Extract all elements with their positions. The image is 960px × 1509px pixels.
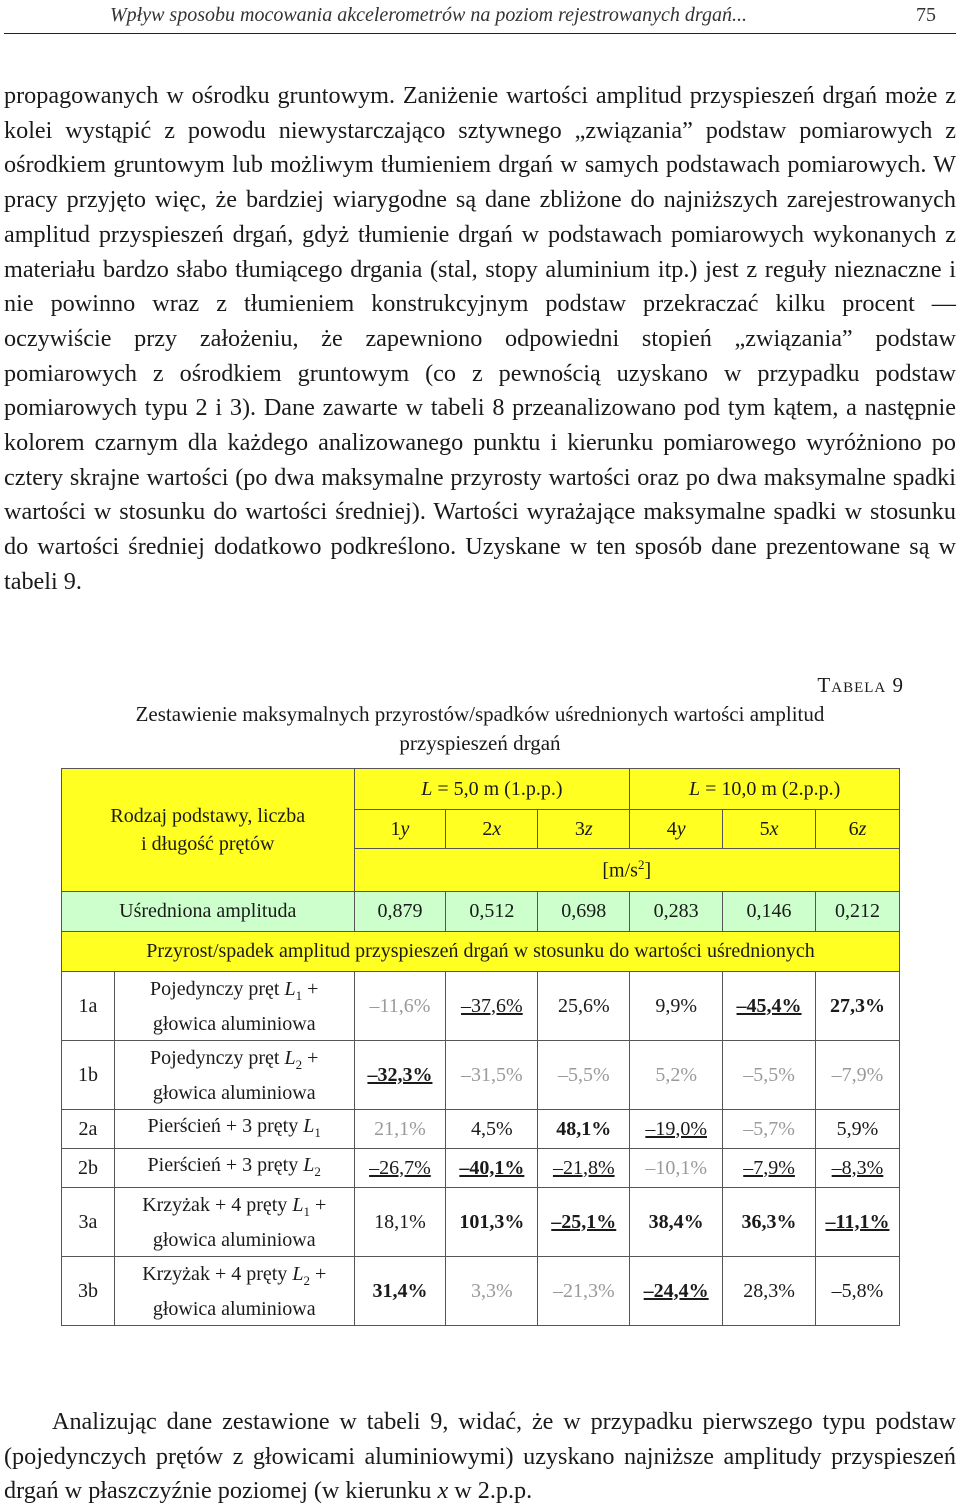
value-cell: 5,9% xyxy=(816,1110,900,1149)
results-table xyxy=(61,768,900,1326)
value-cell: –25,1% xyxy=(538,1188,630,1257)
avg-amplitude-value: 0,512 xyxy=(446,892,538,932)
table-caption-line2: przyspieszeń drgań xyxy=(399,731,561,755)
table-row xyxy=(62,1149,900,1188)
page-number: 75 xyxy=(916,4,936,26)
value-cell: 36,3% xyxy=(723,1188,816,1257)
corner-line1: Rodzaj podstawy, liczba xyxy=(110,805,306,827)
unit-cell: $[m/s^2]$ xyxy=(354,849,899,892)
direction-header: 6z xyxy=(816,810,900,849)
row-id: 2b xyxy=(62,1149,115,1188)
value-cell: –40,1% xyxy=(446,1149,538,1188)
table-row xyxy=(62,1041,900,1110)
value-cell: 101,3% xyxy=(446,1188,538,1257)
value-cell: 28,3% xyxy=(723,1257,816,1326)
table-row xyxy=(62,1257,900,1326)
group-header-2pp: L = 10,0 m (2.p.p.) xyxy=(630,769,900,810)
paragraph-analysis xyxy=(4,1405,956,1509)
avg-amplitude-label: Uśredniona amplituda xyxy=(62,892,355,932)
value-cell: 5,2% xyxy=(630,1041,723,1110)
value-cell: –24,4% xyxy=(630,1257,723,1326)
table-row xyxy=(62,1188,900,1257)
row-description: Krzyżak + 4 pręty $L_1$ + głowica aluminiowa xyxy=(114,1188,354,1257)
row-description: Pierścień + 3 pręty $L_1$ xyxy=(114,1110,354,1149)
value-cell: –7,9% xyxy=(723,1149,816,1188)
table-row xyxy=(62,1110,900,1149)
value-cell: –26,7% xyxy=(354,1149,446,1188)
corner-line2: i długość prętów xyxy=(141,833,275,855)
value-cell: 25,6% xyxy=(538,972,630,1041)
running-title: Wpływ sposobu mocowania akcelerometrów na poziom rejestrowanych drgań... xyxy=(110,4,747,26)
direction-header: 3z xyxy=(538,810,630,849)
row-id: 2a xyxy=(62,1110,115,1149)
group-header-1pp: L = 5,0 m (1.p.p.) xyxy=(354,769,630,810)
row-id: 1a xyxy=(62,972,115,1041)
value-cell: –32,3% xyxy=(354,1041,446,1110)
avg-amplitude-value: 0,283 xyxy=(630,892,723,932)
header-rule xyxy=(4,33,956,34)
value-cell: –31,5% xyxy=(446,1041,538,1110)
value-cell: 9,9% xyxy=(630,972,723,1041)
value-cell: –5,7% xyxy=(723,1110,816,1149)
value-cell: 31,4% xyxy=(354,1257,446,1326)
direction-header: 2x xyxy=(446,810,538,849)
value-cell: 48,1% xyxy=(538,1110,630,1149)
row-id: 1b xyxy=(62,1041,115,1110)
table-caption xyxy=(60,700,900,758)
value-cell: –21,3% xyxy=(538,1257,630,1326)
direction-header: 1y xyxy=(354,810,446,849)
value-cell: –10,1% xyxy=(630,1149,723,1188)
value-cell: –21,8% xyxy=(538,1149,630,1188)
value-cell: –11,6% xyxy=(354,972,446,1041)
paragraph-analysis-text: Analizując dane zestawione w tabeli 9, widać, że w przypadku pierwszego typu podstaw (pojedynczych prętów z głowicami aluminiowymi) uzyskano najniższe amplitudy przyspieszeń drgań w płaszczyźnie poziomej (w kierunku x w 2.p.p. xyxy=(4,1408,956,1505)
value-cell: –5,5% xyxy=(723,1041,816,1110)
value-cell: 38,4% xyxy=(630,1188,723,1257)
value-cell: 21,1% xyxy=(354,1110,446,1149)
value-cell: –5,5% xyxy=(538,1041,630,1110)
table-corner-header xyxy=(62,769,355,892)
row-description: Pojedynczy pręt $L_2$ + głowica aluminiowa xyxy=(114,1041,354,1110)
avg-amplitude-value: 0,212 xyxy=(816,892,900,932)
row-id: 3a xyxy=(62,1188,115,1257)
section-header: Przyrost/spadek amplitud przyspieszeń drgań w stosunku do wartości uśrednionych xyxy=(62,932,900,972)
value-cell: –8,3% xyxy=(816,1149,900,1188)
avg-amplitude-value: 0,698 xyxy=(538,892,630,932)
table-row xyxy=(62,972,900,1041)
direction-header: 5x xyxy=(723,810,816,849)
table-caption-line1: Zestawienie maksymalnych przyrostów/spadków uśrednionych wartości amplitud xyxy=(135,702,825,726)
row-description: Krzyżak + 4 pręty $L_2$ + głowica aluminiowa xyxy=(114,1257,354,1326)
value-cell: 27,3% xyxy=(816,972,900,1041)
row-description: Pierścień + 3 pręty $L_2$ xyxy=(114,1149,354,1188)
running-header xyxy=(0,0,960,36)
direction-header: 4y xyxy=(630,810,723,849)
value-cell: –7,9% xyxy=(816,1041,900,1110)
row-description: Pojedynczy pręt $L_1$ + głowica aluminiowa xyxy=(114,972,354,1041)
value-cell: 4,5% xyxy=(446,1110,538,1149)
value-cell: 18,1% xyxy=(354,1188,446,1257)
paragraph-intro-text: propagowanych w ośrodku gruntowym. Zaniżenie wartości amplitud przyspieszeń drgań może z kolei wystąpić z powodu niewystarczająco sztywnego „związania” podstaw pomiarowych z ośrodkiem gruntowym lub możliwym tłumieniem drgań w samych podstawach pomiarowych. W pracy przyjęto więc, że bardziej wiarygodne są dane zbliżone do najniższych zarejestrowanych amplitud przyspieszeń drgań, gdyż tłumienie drgań w podstawach pomiarowych wykonanych z materiału bardzo słabo tłumiącego drgania (stal, stopy aluminium itp.) jest z reguły nieznaczne i nie powinno wraz z tłumieniem konstrukcyjnym podstaw przekraczać kilku procent — oczywiście przy założeniu, że zapewniono odpowiedni stopień „związania” podstaw pomiarowych z ośrodkiem gruntowym (co z pewnością uzyskano w przypadku podstaw pomiarowych typu 2 i 3). Dane zawarte w tabeli 8 przeanalizowano pod tym kątem, a następnie kolorem czarnym dla każdego analizowanego punktu i kierunku pomiarowego wyróżniono po cztery skrajne wartości (po dwa maksymalne przyrosty wartości oraz po dwa maksymalne spadki wartości w stosunku do wartości średniej). Wartości wyrażające maksymalne spadki w stosunku do wartości średniej dodatkowo podkreślono. Uzyskane w ten sposób dane prezentowane są w tabeli 9. xyxy=(4,82,956,595)
value-cell: 3,3% xyxy=(446,1257,538,1326)
avg-amplitude-value: 0,879 xyxy=(354,892,446,932)
row-id: 3b xyxy=(62,1257,115,1326)
value-cell: –5,8% xyxy=(816,1257,900,1326)
paragraph-intro xyxy=(4,79,956,600)
value-cell: –19,0% xyxy=(630,1110,723,1149)
value-cell: –45,4% xyxy=(723,972,816,1041)
value-cell: –11,1% xyxy=(816,1188,900,1257)
value-cell: –37,6% xyxy=(446,972,538,1041)
table-label: Tabela 9 xyxy=(817,673,904,697)
avg-amplitude-value: 0,146 xyxy=(723,892,816,932)
